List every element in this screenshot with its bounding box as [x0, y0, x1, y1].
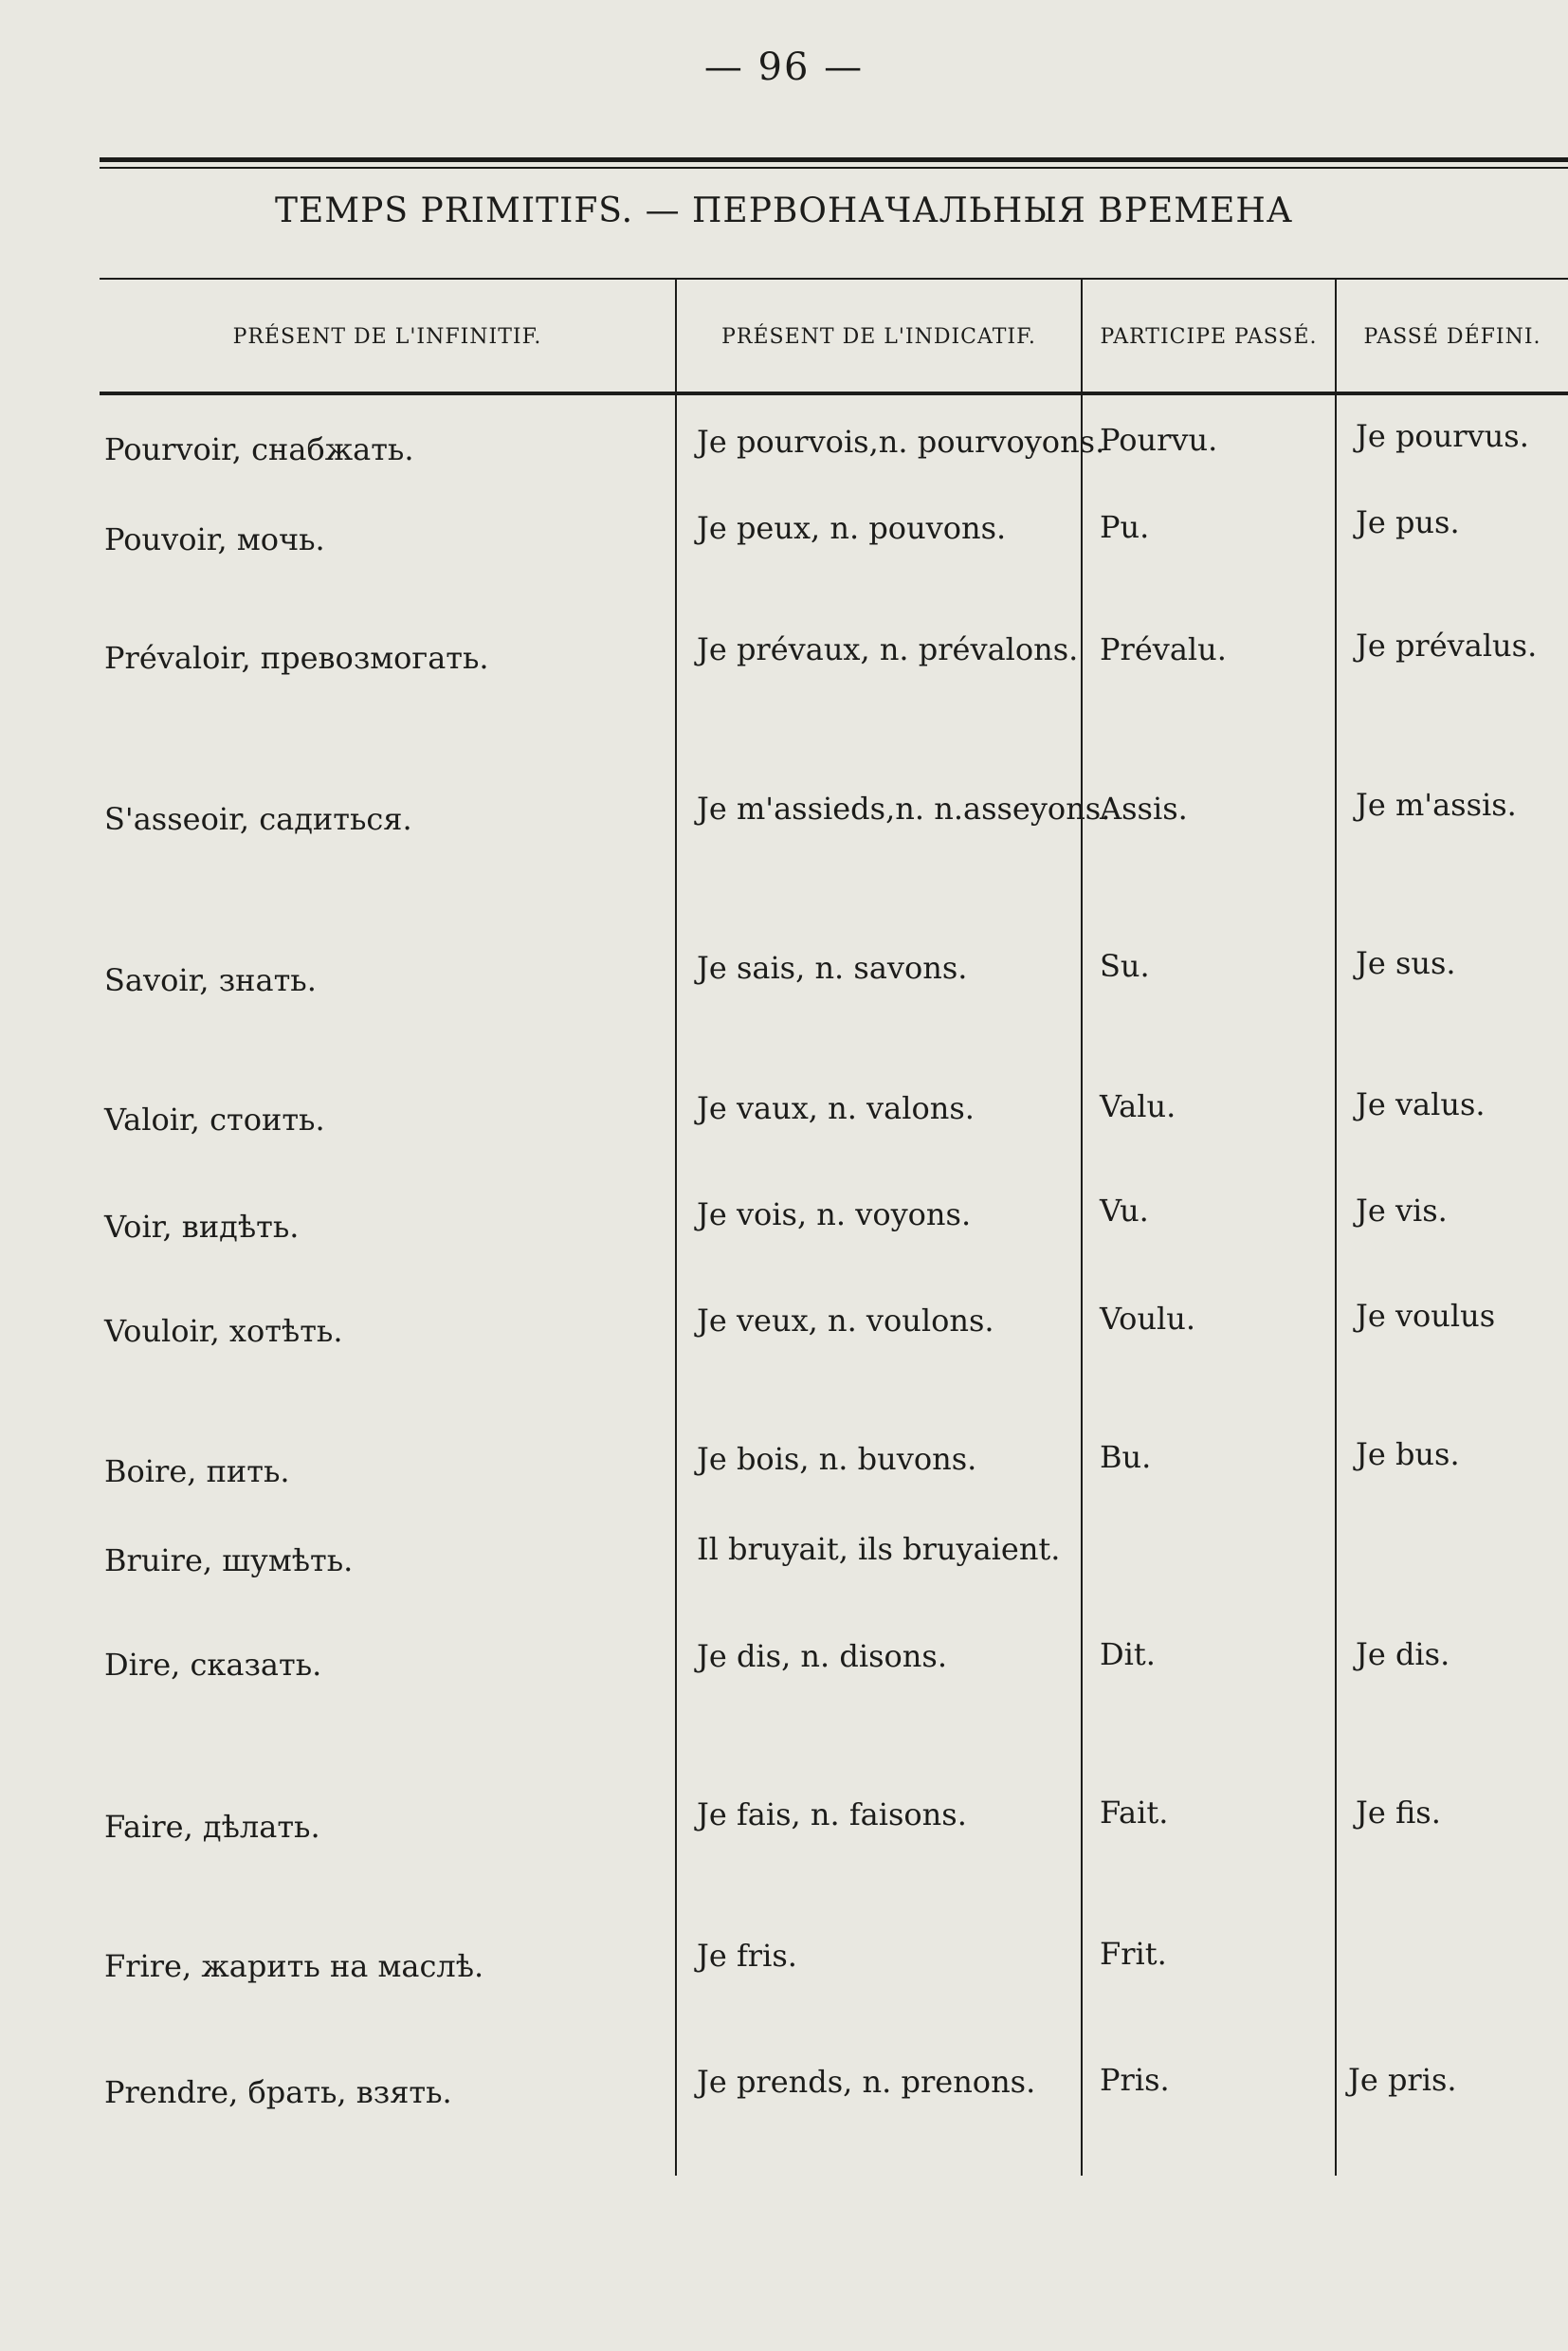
column-divider-3: [1335, 280, 1337, 2176]
top-double-rule-thin: [100, 167, 1568, 169]
cell-participe: Frit.: [1100, 1936, 1167, 1972]
cell-passe: Je valus.: [1356, 1086, 1486, 1122]
cell-infinitif: Pouvoir, мочь.: [104, 521, 325, 557]
header-present-indicatif: PRÉSENT DE L'INDICATIF.: [721, 324, 1036, 349]
header-passe-defini: PASSÉ DÉFINI.: [1363, 324, 1541, 349]
cell-participe: Voulu.: [1100, 1301, 1196, 1337]
cell-passe: Je pus.: [1356, 504, 1460, 540]
top-double-rule-thick: [100, 157, 1568, 162]
cell-participe: Assis.: [1100, 791, 1188, 827]
cell-passe: Je voulus: [1356, 1298, 1496, 1334]
header-bottom-rule: [100, 392, 1568, 395]
column-divider-2: [1081, 280, 1083, 2176]
cell-infinitif: Faire, дѣлать.: [104, 1809, 320, 1845]
cell-participe: Bu.: [1100, 1439, 1152, 1475]
cell-passe: Je m'assis.: [1356, 787, 1517, 823]
cell-indicatif: Je prends, n. prenons.: [697, 2064, 1036, 2100]
cell-participe: Valu.: [1100, 1088, 1176, 1124]
cell-participe: Prévalu.: [1100, 631, 1227, 667]
header-participe-passe: PARTICIPE PASSÉ.: [1100, 324, 1318, 349]
cell-infinitif: Valoir, стоить.: [104, 1102, 325, 1138]
cell-infinitif: Vouloir, хотѣть.: [104, 1313, 343, 1349]
cell-passe: Je prévalus.: [1356, 628, 1538, 664]
cell-participe: Dit.: [1100, 1636, 1156, 1672]
cell-infinitif: Pourvoir, снабжать.: [104, 431, 414, 467]
cell-passe: Je pris.: [1348, 2062, 1457, 2098]
page-number: — 96 —: [703, 46, 865, 89]
cell-infinitif: Voir, видѣть.: [104, 1209, 300, 1245]
cell-passe: Je vis.: [1356, 1193, 1448, 1229]
cell-passe: Je pourvus.: [1356, 418, 1529, 454]
cell-indicatif: Je vaux, n. valons.: [697, 1090, 975, 1126]
cell-infinitif: Bruire, шумѣть.: [104, 1542, 354, 1578]
cell-infinitif: Savoir, знать.: [104, 962, 317, 998]
header-present-infinitif: PRÉSENT DE L'INFINITIF.: [232, 324, 542, 349]
cell-indicatif: Je pourvois,n. pourvoyons.: [697, 424, 1105, 460]
cell-indicatif: Je peux, n. pouvons.: [697, 510, 1007, 546]
cell-indicatif: Je vois, n. voyons.: [697, 1196, 972, 1232]
cell-participe: Pris.: [1100, 2062, 1170, 2098]
cell-passe: Je dis.: [1356, 1636, 1450, 1672]
cell-indicatif: Je fais, n. faisons.: [697, 1796, 967, 1832]
cell-participe: Pu.: [1100, 509, 1150, 545]
page-title: TEMPS PRIMITIFS. — ПЕРВОНАЧАЛЬНЫЯ ВРЕМЕНА: [274, 191, 1294, 230]
cell-indicatif: Je prévaux, n. prévalons.: [697, 631, 1079, 667]
cell-participe: Su.: [1100, 948, 1150, 984]
column-divider-1: [675, 280, 677, 2176]
cell-infinitif: Frire, жарить на маслѣ.: [104, 1948, 484, 1984]
cell-passe: Je fis.: [1356, 1795, 1441, 1831]
cell-indicatif: Je veux, n. voulons.: [697, 1303, 994, 1339]
cell-infinitif: Prévaloir, превозмогать.: [104, 640, 489, 676]
cell-infinitif: Boire, пить.: [104, 1453, 290, 1489]
cell-infinitif: S'asseoir, садиться.: [104, 801, 412, 837]
cell-participe: Vu.: [1100, 1193, 1149, 1229]
cell-infinitif: Prendre, брать, взять.: [104, 2074, 452, 2110]
cell-indicatif: Il bruyait, ils bruyaient.: [697, 1531, 1061, 1567]
cell-participe: Pourvu.: [1100, 422, 1218, 458]
cell-indicatif: Je sais, n. savons.: [697, 950, 968, 986]
header-top-rule: [100, 278, 1568, 280]
cell-participe: Fait.: [1100, 1795, 1169, 1831]
cell-indicatif: Je m'assieds,n. n.asseyons.: [697, 791, 1111, 827]
cell-indicatif: Je fris.: [697, 1938, 797, 1974]
cell-passe: Je sus.: [1356, 945, 1456, 981]
cell-indicatif: Je bois, n. buvons.: [697, 1441, 977, 1477]
cell-infinitif: Dire, сказать.: [104, 1647, 322, 1683]
cell-passe: Je bus.: [1356, 1436, 1460, 1472]
cell-indicatif: Je dis, n. disons.: [697, 1638, 947, 1674]
